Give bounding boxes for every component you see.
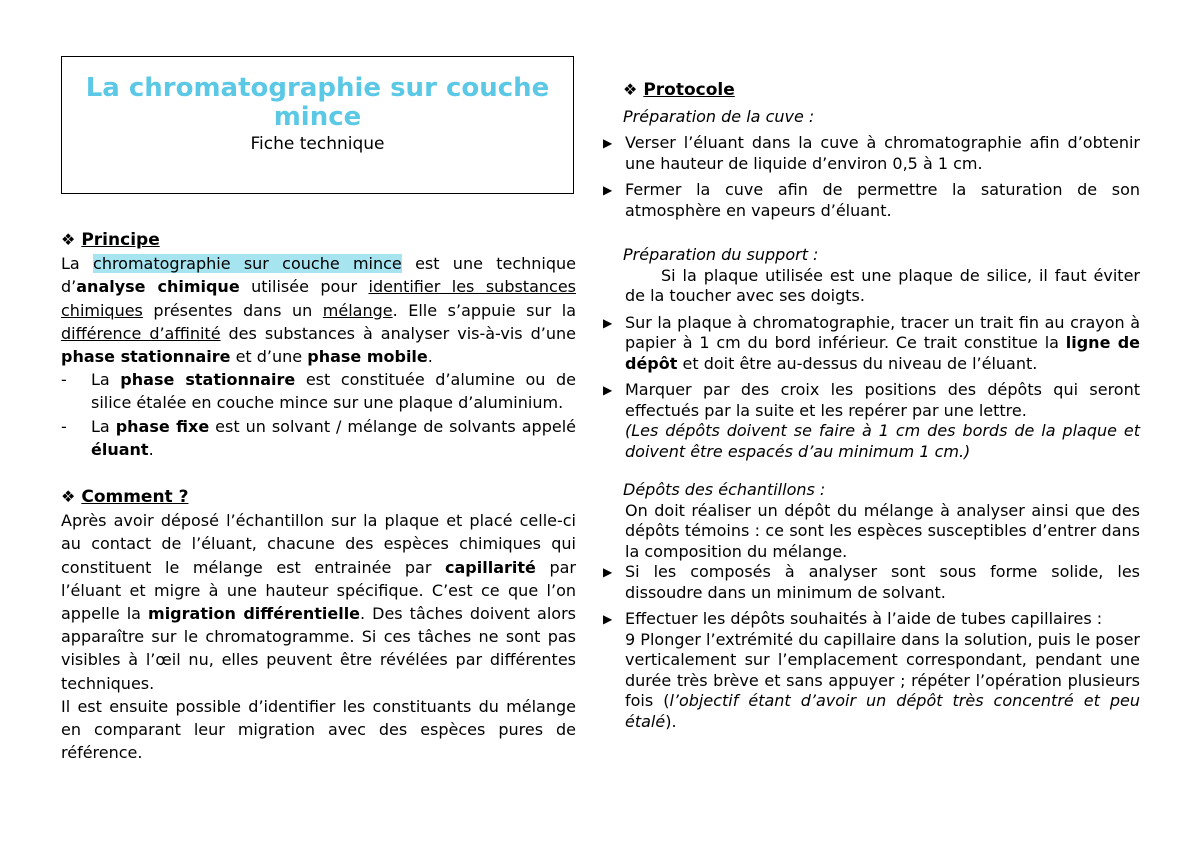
protocole-heading: ❖ Protocole xyxy=(623,80,735,100)
principe-list xyxy=(61,368,576,461)
list-item: ▶ Si les composés à analyser sont sous forme solide, les dissoudre dans un minimum de solvant. xyxy=(603,562,1140,602)
right-column xyxy=(603,80,1140,732)
diamond-bullet-icon: ❖ xyxy=(623,80,638,99)
list-item: ▶ Fermer la cuve afin de permettre la saturation de son atmosphère en vapeurs d’éluant. xyxy=(603,180,1140,220)
cuve-heading: Préparation de la cuve : xyxy=(623,106,815,126)
triangle-bullet-icon: ▶ xyxy=(603,183,613,197)
highlight-text: chromatographie sur couche mince xyxy=(93,254,402,274)
list-item: - La phase stationnaire est constituée d’alumine ou de silice étalée en couche mince sur une plaque d’aluminium. xyxy=(61,370,577,413)
triangle-bullet-icon: ▶ xyxy=(603,383,613,397)
document-subtitle: Fiche technique xyxy=(250,134,385,154)
comment-paragraph-2: Il est ensuite possible d’identifier les constituants du mélange en comparant leur migration avec des espèces pures de référence. xyxy=(61,696,576,763)
comment-heading: ❖ Comment ? xyxy=(61,487,189,508)
comment-paragraph: Après avoir déposé l’échantillon sur la plaque et placé celle-ci au contact de l’éluant, chacune des espèces chimiques qui constituent le mélange est entrainée par capillarité par l’éluant et migre à une hauteur spécifique. C’est ce que l’on appelle la migration différentielle. Des tâches doivent alors apparaître sur le chromatogramme. Si ces tâches ne sont pas visibles à l’œil nu, elles peuvent être révélées par différentes techniques. xyxy=(61,511,577,693)
diamond-bullet-icon: ❖ xyxy=(61,487,76,507)
triangle-bullet-icon: ▶ xyxy=(603,315,613,330)
document-title: La chromatographie sur couche mince xyxy=(85,73,550,132)
triangle-bullet-icon: ▶ xyxy=(603,565,613,579)
list-item: ▶ Sur la plaque à chromatographie, tracer un trait fin au crayon à papier à 1 cm du bord inférieur. Ce trait constitue la ligne de dépôt et doit être au-dessus du niveau de l’éluant. xyxy=(603,312,1140,373)
title-box xyxy=(61,56,574,194)
triangle-bullet-icon: ▶ xyxy=(603,136,613,150)
left-column xyxy=(61,228,576,764)
list-item: ▶ Marquer par des croix les positions des dépôts qui seront effectués par la suite et les repérer par une lettre. (Les dépôts doivent se faire à 1 cm des bords de la plaque et doivent être espacés d’au minimum 1 cm.) xyxy=(603,380,1140,461)
depots-heading: Dépôts des échantillons : xyxy=(623,480,826,499)
support-heading: Préparation du support : xyxy=(623,245,819,264)
list-item: ▶ Verser l’éluant dans la cuve à chromatographie afin d’obtenir une hauteur de liquide d’environ 0,5 à 1 cm. xyxy=(603,133,1140,173)
principe-heading: ❖ Principe xyxy=(61,230,160,250)
triangle-bullet-icon: ▶ xyxy=(603,612,613,626)
capillary-step: 9 Plonger l’extrémité du capillaire dans la solution, puis le poser verticalement sur l’emplacement correspondant, pendant une durée très brève et sans appuyer ; répéter l’opération plusieurs fois (l’objectif étant d’avoir un dépôt très concentré et peu étalé). xyxy=(625,629,1141,731)
support-intro: Si la plaque utilisée est une plaque de silice, il faut éviter de la toucher avec ses doigts. xyxy=(625,265,1140,305)
list-item: - La phase fixe est un solvant / mélange de solvants appelé éluant. xyxy=(61,416,576,459)
principe-paragraph: La chromatographie sur couche mince est une technique d’analyse chimique utilisée pour identifier les substances chimiques présentes dans un mélange. Elle s’appuie sur la différence d’affinité des substances à analyser vis-à-vis d’une phase stationnaire et d’une phase mobile. xyxy=(61,254,577,367)
depots-intro: On doit réaliser un dépôt du mélange à analyser ainsi que des dépôts témoins : ce sont les espèces susceptibles d’entrer dans la composition du mélange. xyxy=(625,500,1140,561)
diamond-bullet-icon: ❖ xyxy=(61,230,76,249)
list-item: ▶ Effectuer les dépôts souhaités à l’aide de tubes capillaires : xyxy=(603,609,1103,628)
